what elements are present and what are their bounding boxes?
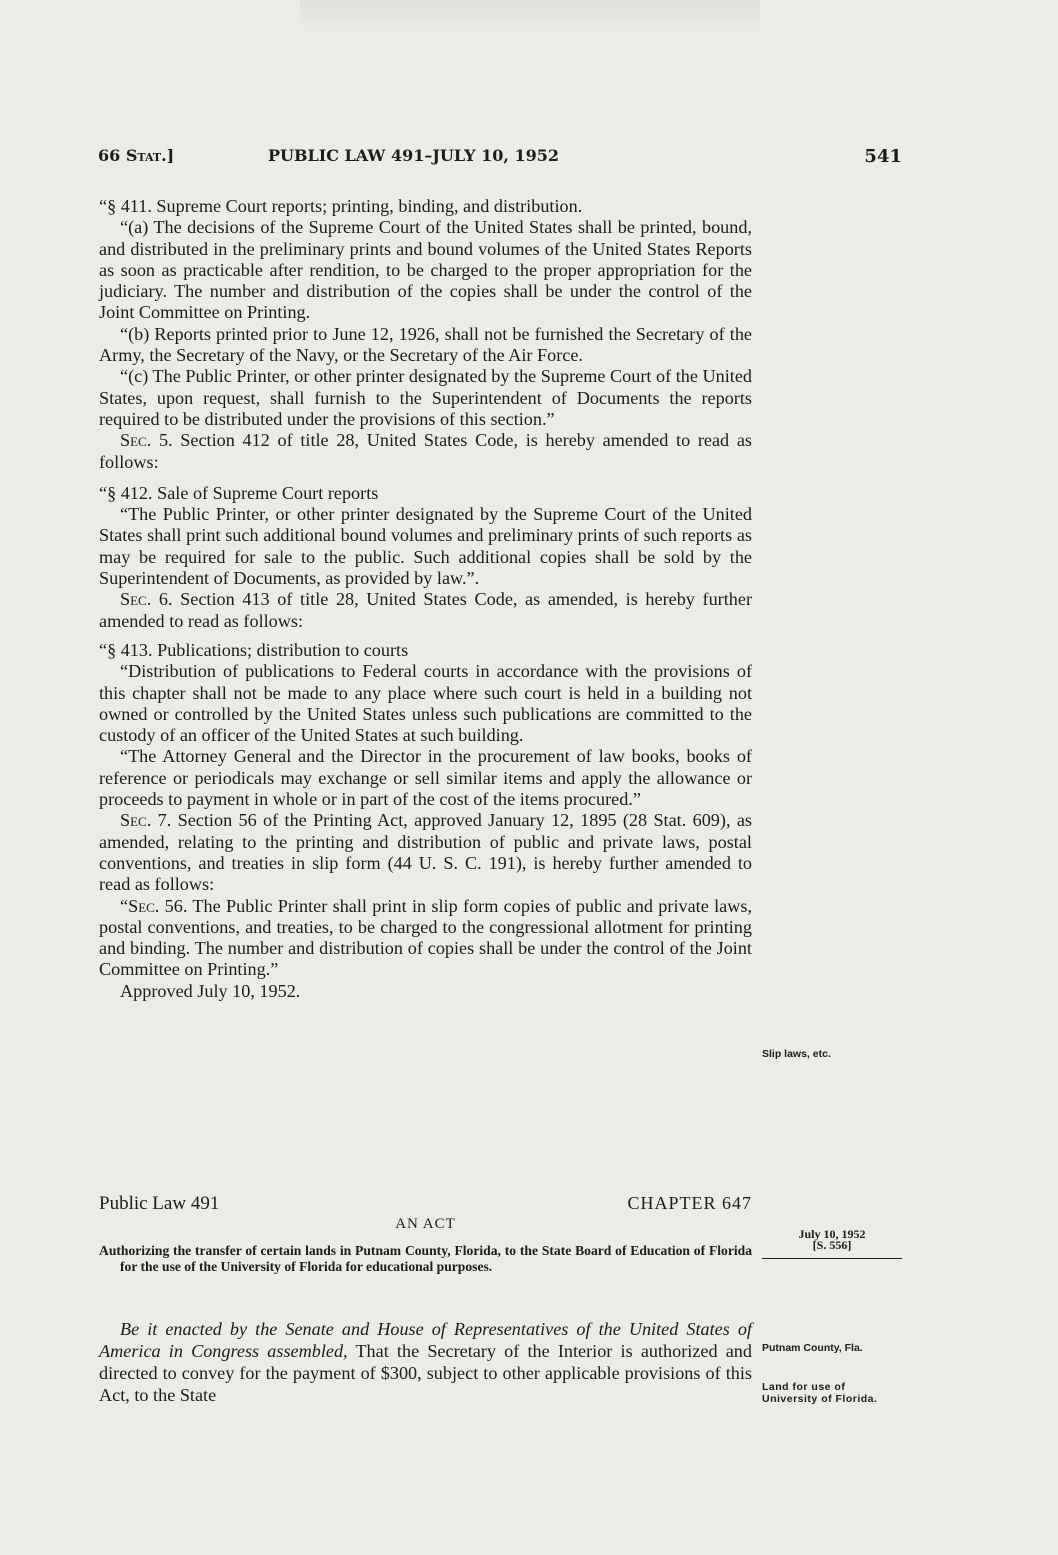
enacting-paragraph	[99, 1318, 752, 1406]
bleed-through-shadow	[300, 0, 760, 30]
section-412-text: “The Public Printer, or other printer designated by the Supreme Court of the United States shall print such additional bound volumes and preliminary prints of such reports as may be required for sale to the public. Such additional copies shall be sold by the Superintendent of Documents, as provided by law.”.	[99, 504, 752, 589]
section-411-a: “(a) The decisions of the Supreme Court of the United States shall be printed, bound, and distributed in the preliminary prints and bound volumes of the United States Reports as soon as practicable after rendition, to be charged to the proper appropriation for the judiciary. The number and distribution of the copies shall be under the control of the Joint Committee on Printing.	[99, 217, 752, 323]
volume-reference: 66 Stat.]	[98, 146, 175, 165]
margin-note-putnam: Putnam County, Fla.	[762, 1342, 863, 1354]
page-number: 541	[864, 146, 902, 167]
sec-56-label: “Sec. 56.	[120, 895, 188, 916]
chapter-number: CHAPTER 647	[627, 1193, 752, 1213]
act-description	[99, 1243, 752, 1275]
section-413-heading: “§ 413. Publications; distribution to courts	[99, 639, 409, 660]
main-text-column	[99, 196, 752, 1002]
sec-7-paragraph	[99, 810, 752, 895]
public-law-number: Public Law 491	[99, 1193, 220, 1214]
act-description-text: Authorizing the transfer of certain lands in Putnam County, Florida, to the State Board of Education of Florida for the use of the University of Florida for educational purposes.	[99, 1243, 752, 1274]
sec-56-text: The Public Printer shall print in slip form copies of public and private laws, postal conventions, and treaties, to be charged to the congressional allotment for printing and binding. The number and distribution of copies shall be under the control of the Joint Committee on Printing.”	[99, 895, 752, 980]
section-411-heading: “§ 411. Supreme Court reports; printing, binding, and distribution.	[99, 196, 583, 216]
enacting-clause: Be it enacted by the Senate and House of Representatives of the United States of America in Congress assembled,	[99, 1319, 752, 1361]
bill-date: July 10, 1952	[798, 1227, 866, 1241]
margin-note-slip-laws: Slip laws, etc.	[762, 1048, 831, 1060]
approval-date: Approved July 10, 1952.	[120, 980, 301, 1001]
sec-6-paragraph	[99, 589, 752, 632]
section-411-c: “(c) The Public Printer, or other printer designated by the Supreme Court of the United States, upon request, shall furnish to the Superintendent of Documents the reports required to be distributed under the provisions of this section.”	[99, 366, 752, 429]
bill-date-rule	[762, 1258, 902, 1259]
bill-number: [S. 556]	[812, 1238, 852, 1252]
enact-text: That the Secretary of the Interior is authorized and directed to convey for the payment of $300, subject to other applicable provisions of this Act, to the State	[99, 1341, 752, 1405]
sec-6-label: Sec. 6.	[120, 589, 173, 610]
page-title: PUBLIC LAW 491–JULY 10, 1952	[268, 146, 560, 165]
sec-7-label: Sec. 7.	[120, 810, 172, 831]
sec-56-paragraph	[99, 896, 752, 981]
sec-7-text: Section 56 of the Printing Act, approved January 12, 1895 (28 Stat. 609), as amended, relating to the printing and distribution of public and private laws, postal conventions, and treaties in slip form (44 U. S. C. 191), is hereby further amended to read as follows:	[99, 810, 752, 895]
margin-note-land-use: Land for use of University of Florida.	[762, 1381, 878, 1405]
section-413-text-1: “Distribution of publications to Federal courts in accordance with the provisions of this chapter shall not be made to any place where such court is held in a building not owned or controlled by the United States unless such publications are committed to the custody of an officer of the United States at such building.	[99, 661, 752, 746]
section-411-b: “(b) Reports printed prior to June 12, 1926, shall not be furnished the Secretary of the Army, the Secretary of the Navy, or the Secretary of the Air Force.	[99, 323, 752, 366]
bill-date-box	[762, 1229, 902, 1251]
section-413-text-2: “The Attorney General and the Director in the procurement of law books, books of reference or periodicals may exchange or sell similar items and apply the allowance or proceeds to payment in whole or in part of the cost of the items procured.”	[99, 746, 752, 810]
sec-6-text: Section 413 of title 28, United States Code, as amended, is hereby further amended to read as follows:	[99, 589, 752, 631]
sec-5-paragraph	[99, 430, 752, 473]
section-412-heading: “§ 412. Sale of Supreme Court reports	[99, 482, 379, 503]
sec-5-label: Sec. 5.	[120, 430, 173, 451]
running-head	[98, 146, 902, 168]
an-act-label: AN ACT	[395, 1216, 456, 1232]
sec-5-text: Section 412 of title 28, United States Code, is hereby amended to read as follows:	[99, 430, 752, 472]
